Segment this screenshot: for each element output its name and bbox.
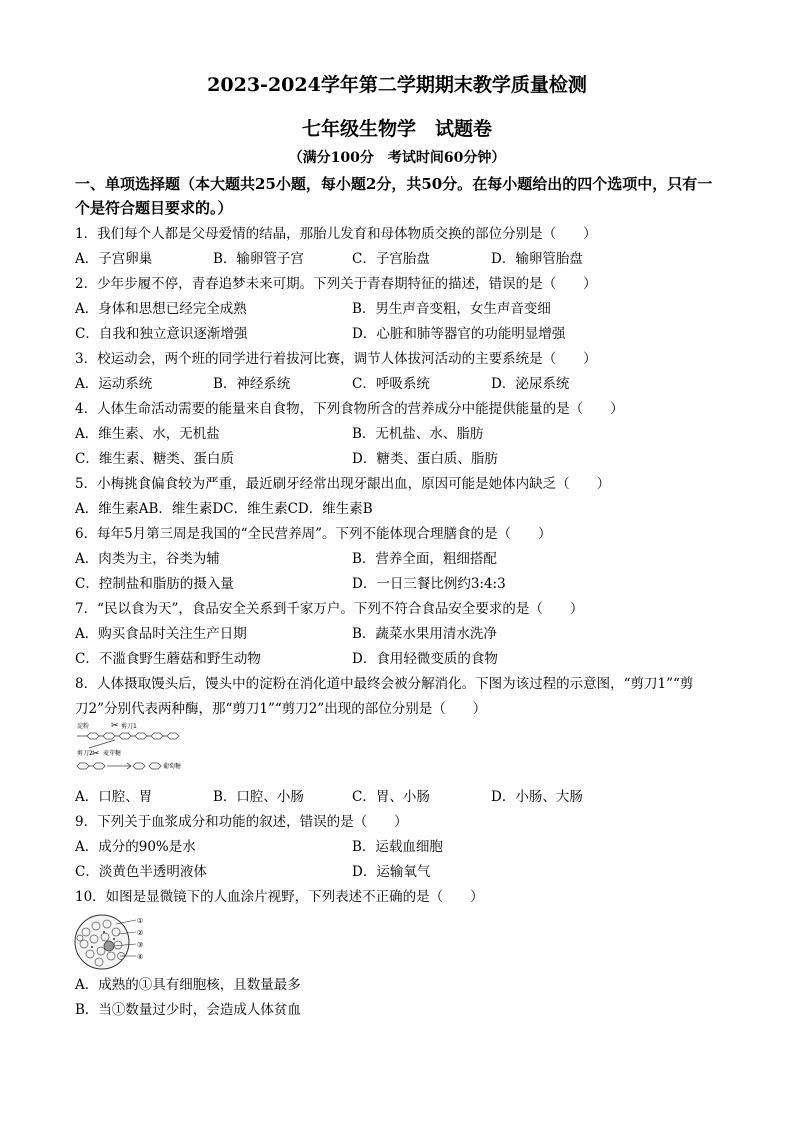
exam-title: 2023-2024学年第二学期期末教学质量检测 [207,74,587,96]
fig10-label-2: ② [137,929,144,937]
q7-option-b: B．蔬菜水果用清水洗净 [352,626,497,642]
exam-meta: （满分100分 考试时间60分钟） [288,150,506,166]
q6-option-a: A．肉类为主，谷类为辅 [75,551,220,567]
q5-stem: 5．小梅挑食偏食较为严重，最近刷牙经常出现牙龈出血，原因可能是她体内缺乏（ ） [75,476,611,492]
q7-option-d: D．食用轻微变质的食物 [352,651,498,667]
q4-option-d: D．糖类、蛋白质、脂肪 [352,451,498,467]
q2-option-a: A．身体和思想已经完全成熟 [75,301,247,317]
q3-stem: 3．校运动会，两个班的同学进行着拔河比赛，调节人体拔河活动的主要系统是（ ） [75,351,597,367]
q4-stem: 4．人体生命活动需要的能量来自食物，下列食物所含的营养成分中能提供能量的是（ ） [75,401,624,417]
fig10-label-4: ④ [137,953,144,961]
section-heading: 一、单项选择题（本大题共25小题，每小题2分，共50分。在每小题给出的四个选项中，只有一个是符合题目要求的。） [75,175,713,217]
q8-option-d: D．小肠、大肠 [491,789,583,805]
q1-option-d: D．输卵管胎盘 [491,251,583,267]
fig8-label-glucose: 葡萄糖 [163,763,182,770]
starch-digestion-diagram [75,720,185,778]
q2-stem: 2．少年步履不停，青春追梦未来可期。下列关于青春期特征的描述，错误的是（ ） [75,276,597,292]
q2-option-d: D．心脏和肺等器官的功能明显增强 [352,326,566,342]
q4-option-b: B．无机盐、水、脂肪 [352,426,484,442]
q8-stem-line2: 刀2”分别代表两种酶，那“剪刀1”“剪刀2”出现的部位分别是（ ） [75,701,487,717]
q4-option-a: A．维生素、水，无机盐 [75,426,220,442]
fig10-label-3: ③ [137,941,144,949]
fig10-label-1: ① [137,917,144,925]
q7-stem: 7．“民以食为天”，食品安全关系到千家万户。下列不符合食品安全要求的是（ ） [75,601,584,617]
q8-stem-line1: 8．人体摄取馒头后，馒头中的淀粉在消化道中最终会被分解消化。下图为该过程的示意图，“剪刀1”“剪 [75,676,694,692]
q9-option-b: B．运载血细胞 [352,839,443,855]
q6-option-b: B．营养全面，粗细搭配 [352,551,497,567]
q9-option-d: D．运输氧气 [352,864,431,880]
q9-stem: 9．下列关于血浆成分和功能的叙述，错误的是（ ） [75,814,408,830]
white-blood-cell [104,941,114,951]
scissor2-icon: ✂ [92,749,100,759]
exam-subtitle: 七年级生物学 试题卷 [301,118,492,140]
q1-stem: 1．我们每个人都是父母爱情的结晶，那胎儿发育和母体物质交换的部位分别是（ ） [75,226,597,242]
q8-option-b: B．口腔、小肠 [213,789,304,805]
scissor1-icon: ✂ [111,721,119,731]
q1-option-c: C．子宫胎盘 [352,251,430,267]
q3-option-a: A．运动系统 [75,376,153,392]
q9-option-a: A．成分的90%是水 [75,839,196,855]
q8-option-c: C．胃、小肠 [352,789,430,805]
q6-stem: 6．每年5月第三周是我国的“全民营养周”。下列不能体现合理膳食的是（ ） [75,526,552,542]
fig8-label-maltose: 麦芽糖 [103,750,122,757]
q10-option-b: B．当①数量过少时，会造成人体贫血 [75,1002,301,1018]
q1-option-b: B．输卵管子宫 [213,251,304,267]
maltose-chain [77,763,161,769]
q10-option-a: A．成熟的①具有细胞核，且数量最多 [75,977,301,993]
q1-option-a: A．子宫卵巢 [75,251,153,267]
q4-option-c: C．维生素、糖类、蛋白质 [75,451,234,467]
q3-option-c: C．呼吸系统 [352,376,430,392]
blood-smear-diagram [72,912,152,972]
q5-options: A．维生素AB．维生素DC．维生素CD．维生素B [75,501,373,517]
q7-option-c: C．不滥食野生蘑菇和野生动物 [75,651,261,667]
q2-option-b: B．男生声音变粗，女生声音变细 [352,301,551,317]
q10-stem: 10．如图是显微镜下的人血涂片视野，下列表述不正确的是（ ） [75,889,484,905]
q8-option-a: A．口腔、胃 [75,789,153,805]
fig8-label-scissor2: 剪刀2 [77,750,93,757]
q9-option-c: C．淡黄色半透明液体 [75,864,207,880]
starch-chain [77,733,179,748]
q6-option-d: D．一日三餐比例约3:4:3 [352,576,506,592]
fig8-label-starch: 淀粉 [77,723,90,730]
q2-option-c: C．自我和独立意识逐渐增强 [75,326,248,342]
q7-option-a: A．购买食品时关注生产日期 [75,626,247,642]
fig8-label-scissor1: 剪刀1 [121,723,137,730]
q6-option-c: C．控制盐和脂肪的摄入量 [75,576,234,592]
q3-option-d: D．泌尿系统 [491,376,570,392]
q3-option-b: B．神经系统 [213,376,291,392]
